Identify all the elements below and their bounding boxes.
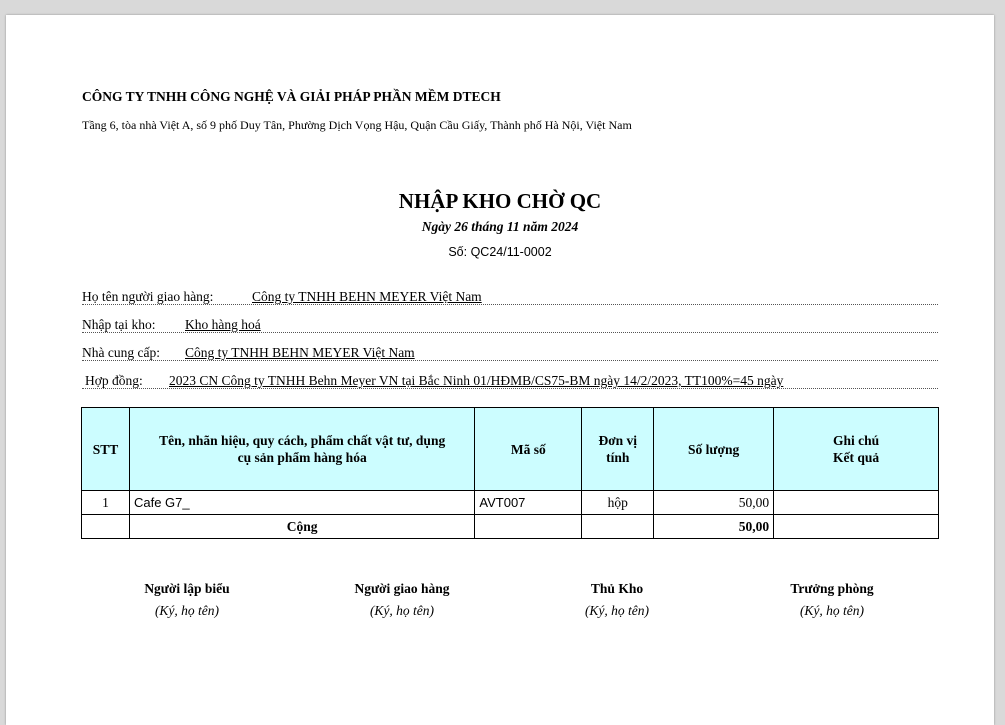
document-number: Số: QC24/11-0002 — [448, 245, 552, 259]
table-header-row — [82, 408, 939, 491]
items-table — [81, 407, 939, 539]
col-header-qty: Số lượng — [654, 408, 774, 491]
signature-hint: (Ký, họ tên) — [369, 603, 435, 618]
total-label: Cộng — [129, 515, 474, 539]
cell-note — [774, 491, 939, 515]
cell-qty: 50,00 — [654, 491, 774, 515]
cell-name: Cafe G7_ — [129, 491, 474, 515]
signature-role: Người lập biểu — [144, 581, 230, 596]
contract-field — [82, 373, 938, 391]
warehouse-value: Kho hàng hoá — [185, 317, 261, 332]
table-row — [82, 491, 939, 515]
deliverer-field — [82, 289, 938, 307]
warehouse-field — [82, 317, 938, 335]
signature-deliverer — [302, 581, 502, 619]
cell-code: AVT007 — [475, 491, 582, 515]
company-name: CÔNG TY TNHH CÔNG NGHỆ VÀ GIẢI PHÁP PHẦN MỀM DTECH — [82, 89, 501, 104]
warehouse-label: Nhập tại kho: — [82, 317, 156, 332]
total-cell-stt — [82, 515, 130, 539]
supplier-field — [82, 345, 938, 363]
signature-hint: (Ký, họ tên) — [584, 603, 650, 618]
signature-role: Trưởng phòng — [790, 581, 874, 596]
document-page — [6, 15, 994, 725]
deliverer-label: Họ tên người giao hàng: — [82, 289, 214, 304]
col-header-stt: STT — [82, 408, 130, 491]
signature-storekeeper — [517, 581, 717, 619]
signature-hint: (Ký, họ tên) — [799, 603, 865, 618]
total-qty: 50,00 — [654, 515, 774, 539]
col-header-code: Mã số — [475, 408, 582, 491]
signature-role: Thủ Kho — [590, 581, 644, 596]
contract-label: Hợp đồng: — [85, 373, 143, 388]
document-date: Ngày 26 tháng 11 năm 2024 — [421, 219, 579, 234]
supplier-value: Công ty TNHH BEHN MEYER Việt Nam — [185, 345, 415, 360]
company-address: Tầng 6, tòa nhà Việt A, số 9 phố Duy Tân, Phường Dịch Vọng Hậu, Quận Cầu Giấy, Thành phố Hà Nội, Việt Nam — [82, 118, 632, 132]
total-cell-note — [774, 515, 939, 539]
col-header-name: Tên, nhãn hiệu, quy cách, phẩm chất vật tư, dụng cụ sản phẩm hàng hóa — [129, 408, 474, 491]
signature-role: Người giao hàng — [354, 581, 450, 596]
contract-value: 2023 CN Công ty TNHH Behn Meyer VN tại Bắc Ninh 01/HĐMB/CS75-BM ngày 14/2/2023, TT100%=45 ngày — [169, 373, 784, 388]
total-cell-code — [475, 515, 582, 539]
document-title: NHẬP KHO CHỜ QC — [398, 189, 602, 213]
total-row — [82, 515, 939, 539]
signature-preparer — [87, 581, 287, 619]
deliverer-value: Công ty TNHH BEHN MEYER Việt Nam — [252, 289, 482, 304]
signature-head — [732, 581, 932, 619]
col-header-note: Ghi chú Kết quả — [774, 408, 939, 491]
cell-unit: hộp — [582, 491, 654, 515]
col-header-unit: Đơn vị tính — [582, 408, 654, 491]
cell-stt: 1 — [82, 491, 130, 515]
supplier-label: Nhà cung cấp: — [82, 345, 160, 360]
total-cell-unit — [582, 515, 654, 539]
signature-hint: (Ký, họ tên) — [154, 603, 220, 618]
